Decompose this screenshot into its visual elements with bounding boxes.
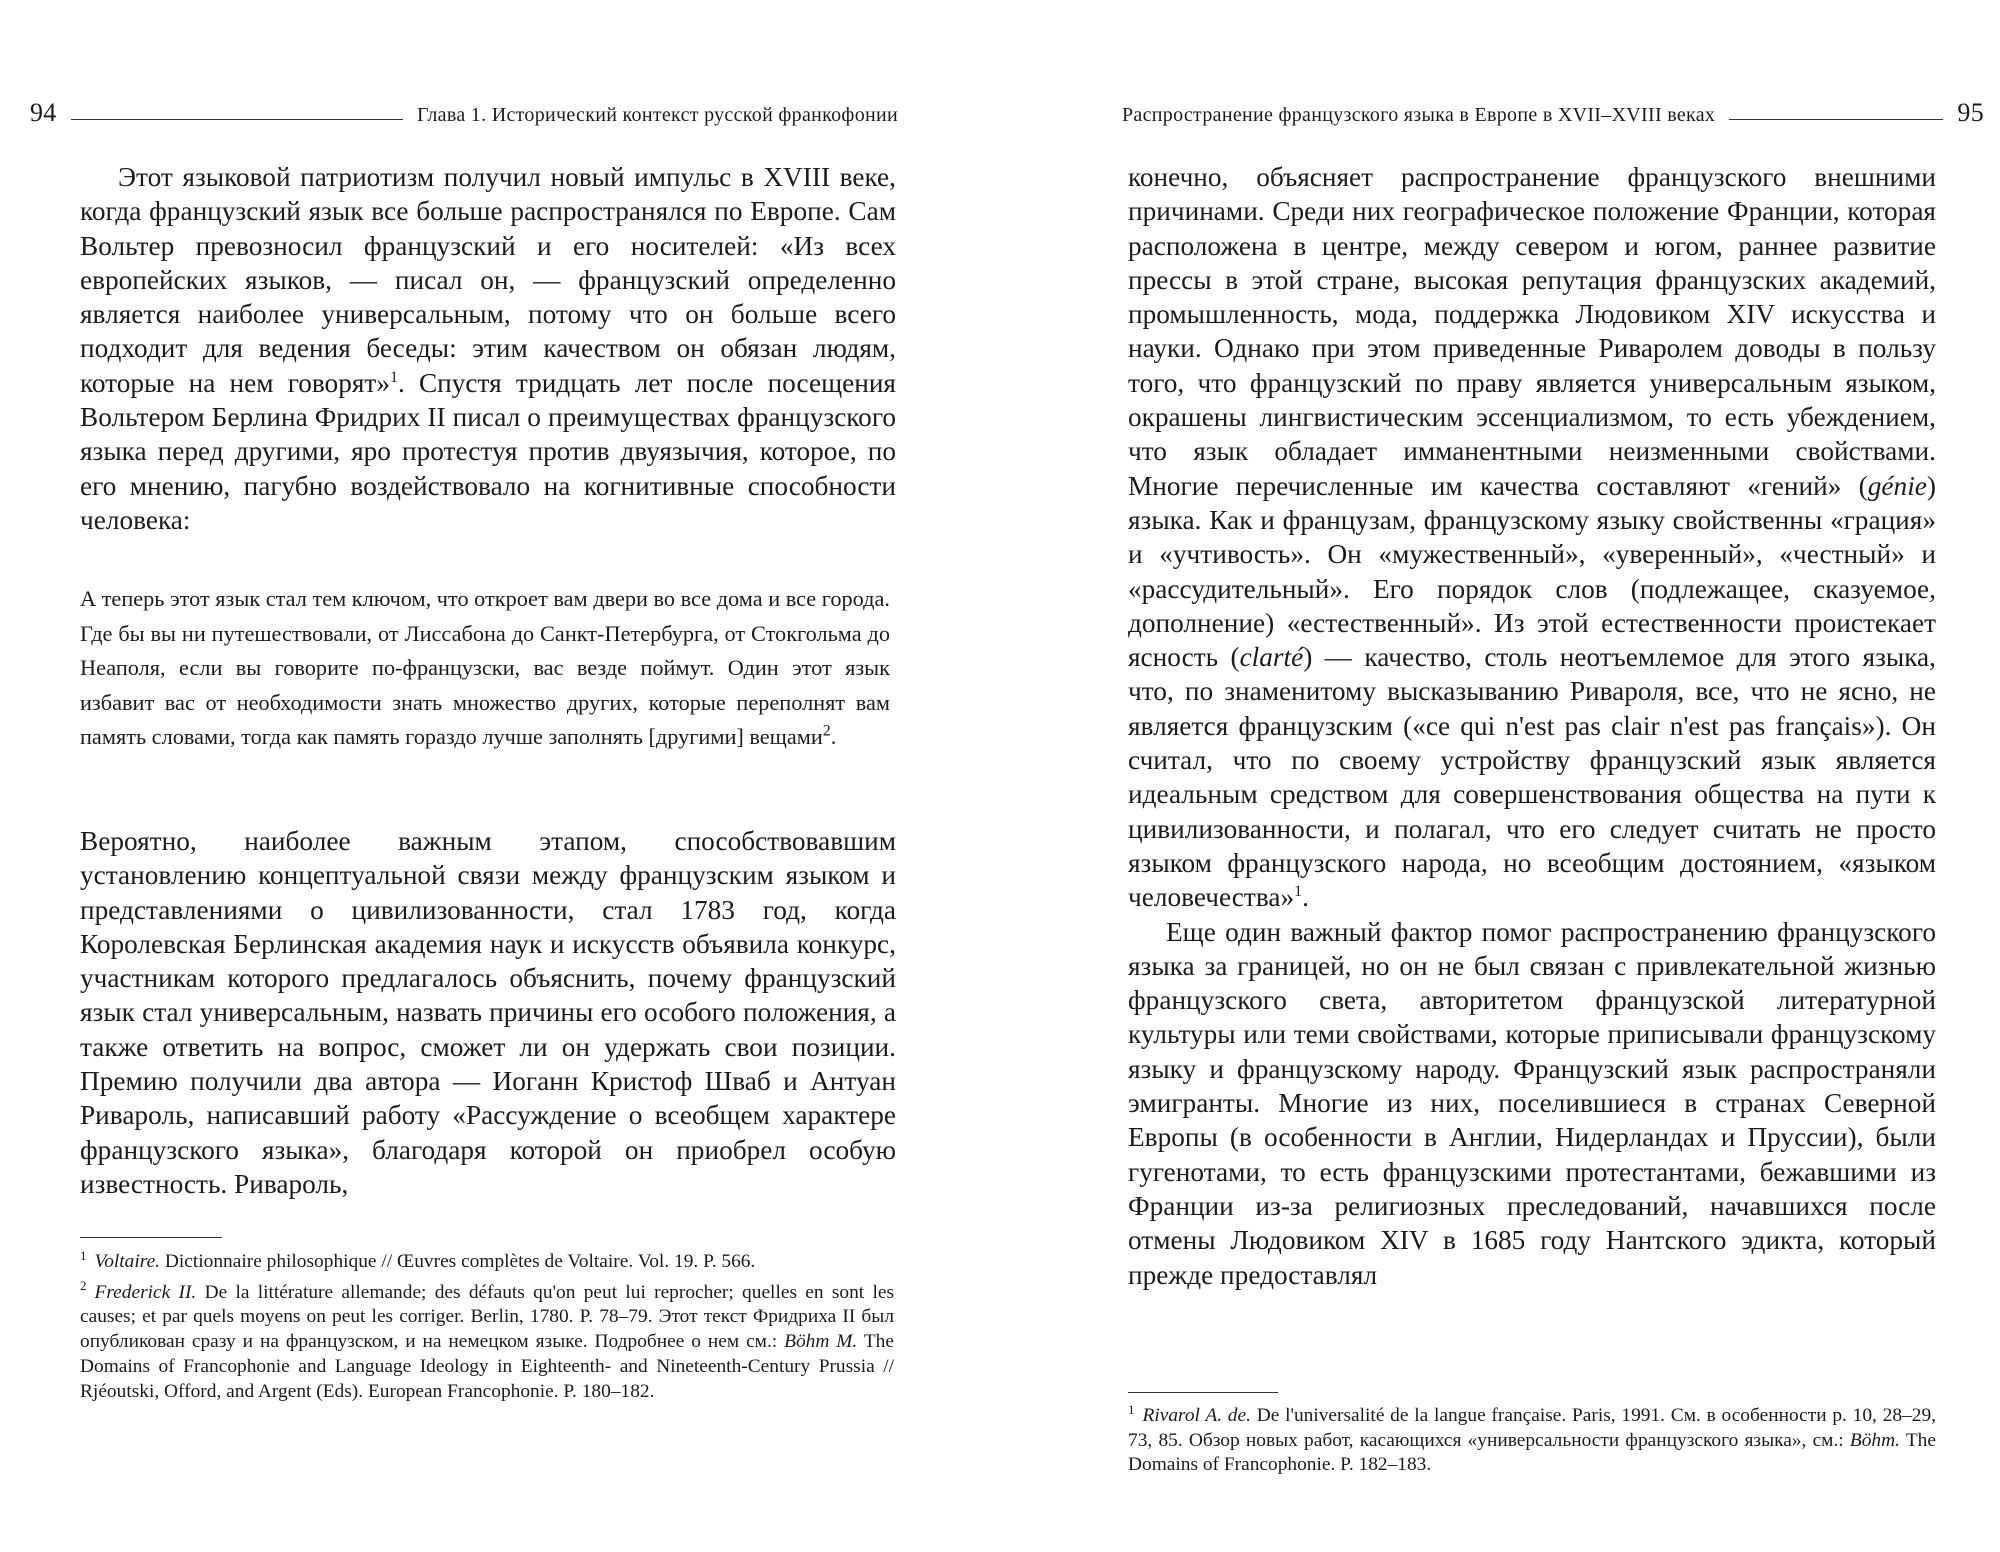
paragraph-text: Вероятно, наиболее важным этапом, способствовавшим установлению концептуальной связи между французским языком и представлениями о цивилизованности, стал 1783 год, когда Королевская Берлинская академия наук и искусств объявила конкурс, участникам которого предлагалось объяснить, почему французский язык стал универсальным, назвать причины его особого положения, а также ответить на вопрос, сможет ли он удержать свои позиции. Премию получили два автора — Иоганн Кристоф Шваб и Антуан Ривароль, написавший работу «Рассуждение о всеобщем характере французского языка», благодаря которой он приобрел особую известность. Ривароль,: [80, 826, 896, 1199]
chapter-title: Глава 1. Исторический контекст русской франкофонии: [417, 104, 898, 126]
footnote-ref[interactable]: 1: [389, 368, 398, 386]
right-page: [1000, 0, 2000, 1552]
running-head-right: [1122, 96, 1984, 126]
paragraph-text: ) — качество, столь неотъемлемое для этого языка, что, по знаменитому высказыванию Ривароля, все, что не ясно, не является французским («ce qui n'est pas clair n'est pas français»). Он считал, что по своему устройству французский язык является идеальным средством для совершенствования общества на пути к цивилизованности, и полагал, что его следует считать не просто языком французского народа, но всеобщим достоянием, «языком человечества»: [1128, 642, 1936, 913]
footnotes-right: [1128, 1401, 1936, 1484]
paragraph-text: конечно, объясняет распространение французского внешними причинами. Среди них географическое положение Франции, которая расположена в центре, между севером и югом, раннее развитие прессы в этой стране, высокая репутация французских академий, промышленность, мода, поддержка Людовиком XIV искусства и науки. Однако при этом приведенные Риваролем доводы в пользу того, что французский по праву является универсальным языком, окрашены лингвистическим эссенциализмом, то есть убеждением, что язык обладает имманентными неизменными свойствами. Многие перечисленные им качества составляют «гений» (: [1128, 162, 1936, 501]
footnote-rule: [80, 1237, 222, 1238]
quote-text: А теперь этот язык стал тем ключом, что откроет вам двери во все дома и все города. Где бы вы ни путешествовали, от Лиссабона до Санкт-Петербурга, от Стокгольма до Неаполя, если вы говорите по-французски, вас везде поймут. Один этот язык избавит вас от необходимости знать множество других, которые переполнят вам память словами, тогда как память гораздо лучше заполнять [другими] вещами: [80, 586, 890, 750]
italic-term: génie: [1867, 470, 1927, 501]
running-head-left: [30, 96, 898, 126]
footnote: $^1$ Rivarol A. de. De l'universalité de la langue française. Paris, 1991. См. в особенности p. 10, 28–29, 73, 85. Обзор новых работ, касающихся «универсальности французского языка», см.: Böhm. The Domains of Francophonie. P. 182–183.: [1128, 1401, 1936, 1476]
header-rule: [71, 119, 403, 120]
italic-term: clarté: [1239, 642, 1304, 673]
body-paragraph-3: конечно, объясняет распространение французского внешними причинами. Среди них географическое положение Франции, которая расположена в центре, между севером и югом, раннее развитие прессы в этой стране, высокая репутация французских академий, промышленность, мода, поддержка Людовиком XIV искусства и науки. Однако при этом приведенные Риваролем доводы в пользу того, что французский по праву является универсальным языком, окрашены лингвистическим эссенциализмом, то есть убеждением, что язык обладает имманентными неизменными свойствами. Многие перечисленные им качества составляют «гений» (génie) языка. Как и французам, французскому языку свойственны «грация» и «учтивость». Он «мужественный», «уверенный», «честный» и «рассудительный». Его порядок слов (подлежащее, сказуемое, дополнение) «естественный». Из этой естественности проистекает ясность (clarté) — качество, столь неотъемлемое для этого языка, что, по знаменитому высказыванию Ривароля, все, что не ясно, не является французским («ce qui n'est pas clair n'est pas français»). Он считал, что по своему устройству французский язык является идеальным средством для совершенствования общества на пути к цивилизованности, и полагал, что его следует считать не просто языком французского народа, но всеобщим достоянием, «языком человечества»$^1$. Еще один важный фактор помог распространению французского языка за границей, но он не был связан с привлекательной жизнью французского света, авторитетом французской литературной культуры или теми свойствами, которые приписывали французскому языку и французскому народу. Французский язык распространяли эмигранты. Многие из них, поселившиеся в странах Северной Европы (в особенности в Англии, Нидерландах и Пруссии), были гугенотами, то есть французскими протестантами, бежавшими из Франции из-за религиозных преследований, начавшихся после отмены Людовиком XIV в 1685 году Нантского эдикта, который прежде предоставлял: [1128, 162, 1936, 1290]
page-number-right: 95: [1957, 98, 1984, 127]
paragraph-text: Еще один важный фактор помог распространению французского языка за границей, но он не был связан с привлекательной жизнью французского света, авторитетом французской литературной культуры или теми свойствами, которые приписывали французскому языку и французскому народу. Французский язык распространяли эмигранты. Многие из них, поселившиеся в странах Северной Европы (в особенности в Англии, Нидерландах и Пруссии), были гугенотами, то есть французскими протестантами, бежавшими из Франции из-за религиозных преследований, начавшихся после отмены Людовиком XIV в 1685 году Нантского эдикта, который прежде предоставлял: [1128, 916, 1936, 1290]
section-title: Распространение французского языка в Европе в XVII–XVIII веках: [1122, 104, 1716, 126]
paragraph-text: ) языка. Как и французам, французскому языку свойственны «грация» и «учтивость». Он «мужественный», «уверенный», «честный» и «рассудительный». Его порядок слов (подлежащее, сказуемое, дополнение) «естественный». Из этой естественности проистекает ясность (: [1128, 470, 1936, 673]
footnotes-left: [80, 1247, 895, 1410]
paragraph-text: . Спустя тридцать лет после посещения Вольтером Берлина Фридрих II писал о преимуществах французского языка перед другими, яро протестуя против двуязычия, которое, по его мнению, пагубно воздействовало на когнитивные способности человека:: [80, 367, 896, 535]
footnote: $^2$ Frederick II. De la littérature allemande; des défauts qu'on peut lui reprocher; quelles en sont les causes; et par quels moyens on peut les corriger. Berlin, 1780. P. 78–79. Этот текст Фридриха II был опубликован сразу и на французском, и на немецком языке. Подробнее о нем см.: Böhm M. The Domains of Francophonie and Language Ideology in Eighteenth- and Nineteenth-Century Prussia // Rjéoutski, Offord, and Argent (Eds). European Francophonie. P. 180–182.: [80, 1278, 895, 1402]
header-rule: [1729, 119, 1943, 120]
block-quote: А теперь этот язык стал тем ключом, что откроет вам двери во все дома и все города. Где бы вы ни путешествовали, от Лиссабона до Санкт-Петербурга, от Стокгольма до Неаполя, если вы говорите по-французски, вас везде поймут. Один этот язык избавит вас от необходимости знать множество других, которые переполнят вам память словами, тогда как память гораздо лучше заполнять [другими] вещами$^2$.: [80, 586, 890, 750]
body-paragraph-1: [80, 160, 896, 537]
footnote-ref[interactable]: 1: [1294, 883, 1303, 901]
footnote: $^1$ Voltaire. Dictionnaire philosophique // Œuvres complètes de Voltaire. Vol. 19. P. 566.: [80, 1247, 756, 1272]
page-number-left: 94: [30, 98, 57, 127]
paragraph-text: Этот языковой патриотизм получил новый импульс в XVIII веке, когда французский язык все больше распространялся по Европе. Сам Вольтер превозносил французский и его носителей: «Из всех европейских языков, — писал он, — французский определенно является наиболее универсальным, потому что он больше всего подходит для ведения беседы: этим качеством он обязан людям, которые на нем говорят»: [80, 162, 896, 398]
footnote-rule: [1128, 1392, 1278, 1393]
footnote-ref[interactable]: 2: [822, 722, 831, 740]
body-paragraph-2: [80, 824, 896, 1201]
